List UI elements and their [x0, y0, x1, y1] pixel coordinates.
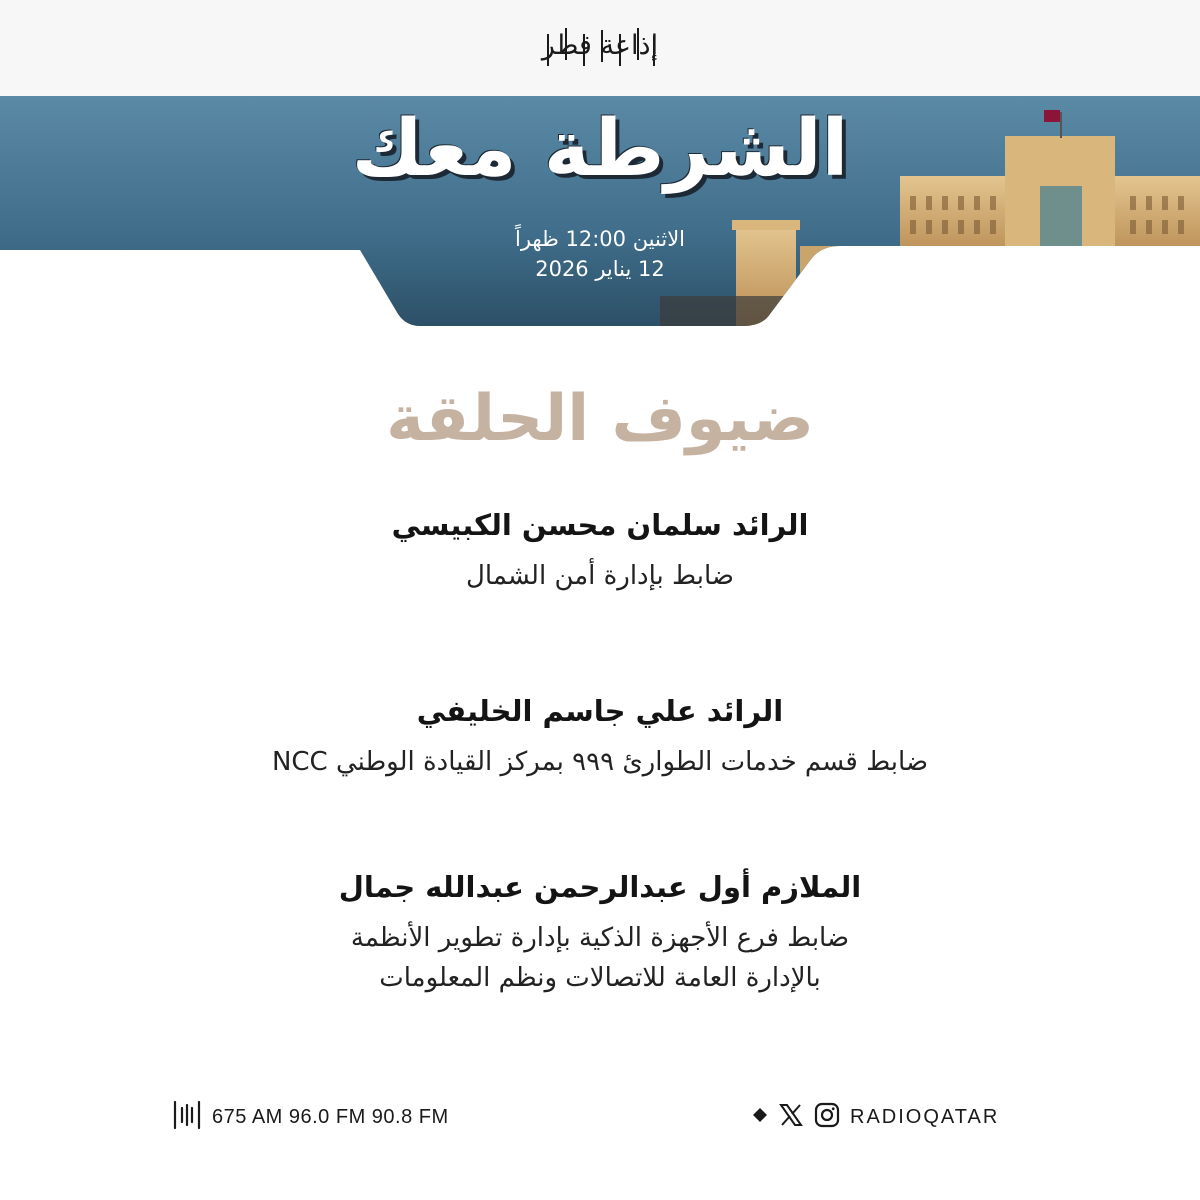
guest-role-line: بالإدارة العامة للاتصالات ونظم المعلومات [379, 963, 821, 993]
guest-role: ضابط قسم خدمات الطوارئ ٩٩٩ بمركز القيادة الوطني NCC [271, 747, 929, 777]
social-links [752, 1100, 999, 1134]
qatar-flag [1044, 110, 1060, 122]
guest-entry [100, 870, 1100, 998]
logo-text: إذاعة قطر [541, 30, 659, 61]
guest-name: الرائد علي جاسم الخليفي [416, 694, 784, 728]
social-handle[interactable]: RADIOQATAR [850, 1105, 1000, 1128]
air-date: 12 يناير 2026 [535, 257, 665, 281]
frequency-info [172, 1100, 449, 1134]
guest-entry [100, 508, 1100, 596]
x-logo-icon[interactable] [778, 1102, 804, 1132]
radio-qatar-logo [520, 14, 680, 74]
guest-role [100, 918, 1100, 998]
show-title: الشرطة معك [351, 104, 849, 194]
guest-role: ضابط بإدارة أمن الشمال [466, 561, 734, 591]
frequencies-text: 675 AM 96.0 FM 90.8 FM [212, 1105, 449, 1128]
guest-entry [100, 694, 1100, 782]
guest-role-line: ضابط فرع الأجهزة الذكية بإدارة تطوير الأنظمة [350, 923, 850, 953]
instagram-icon[interactable] [814, 1102, 840, 1132]
air-schedule [440, 224, 760, 284]
top-bar [0, 0, 1200, 96]
air-time: الاثنين 12:00 ظهراً [514, 227, 686, 251]
radio-waves-icon [172, 1100, 202, 1134]
diamond-icon [752, 1107, 768, 1127]
guest-name: الرائد سلمان محسن الكبيسي [391, 508, 809, 542]
guest-name: الملازم أول عبدالرحمن عبدالله جمال [338, 870, 862, 904]
section-title: ضيوف الحلقة [386, 382, 814, 456]
